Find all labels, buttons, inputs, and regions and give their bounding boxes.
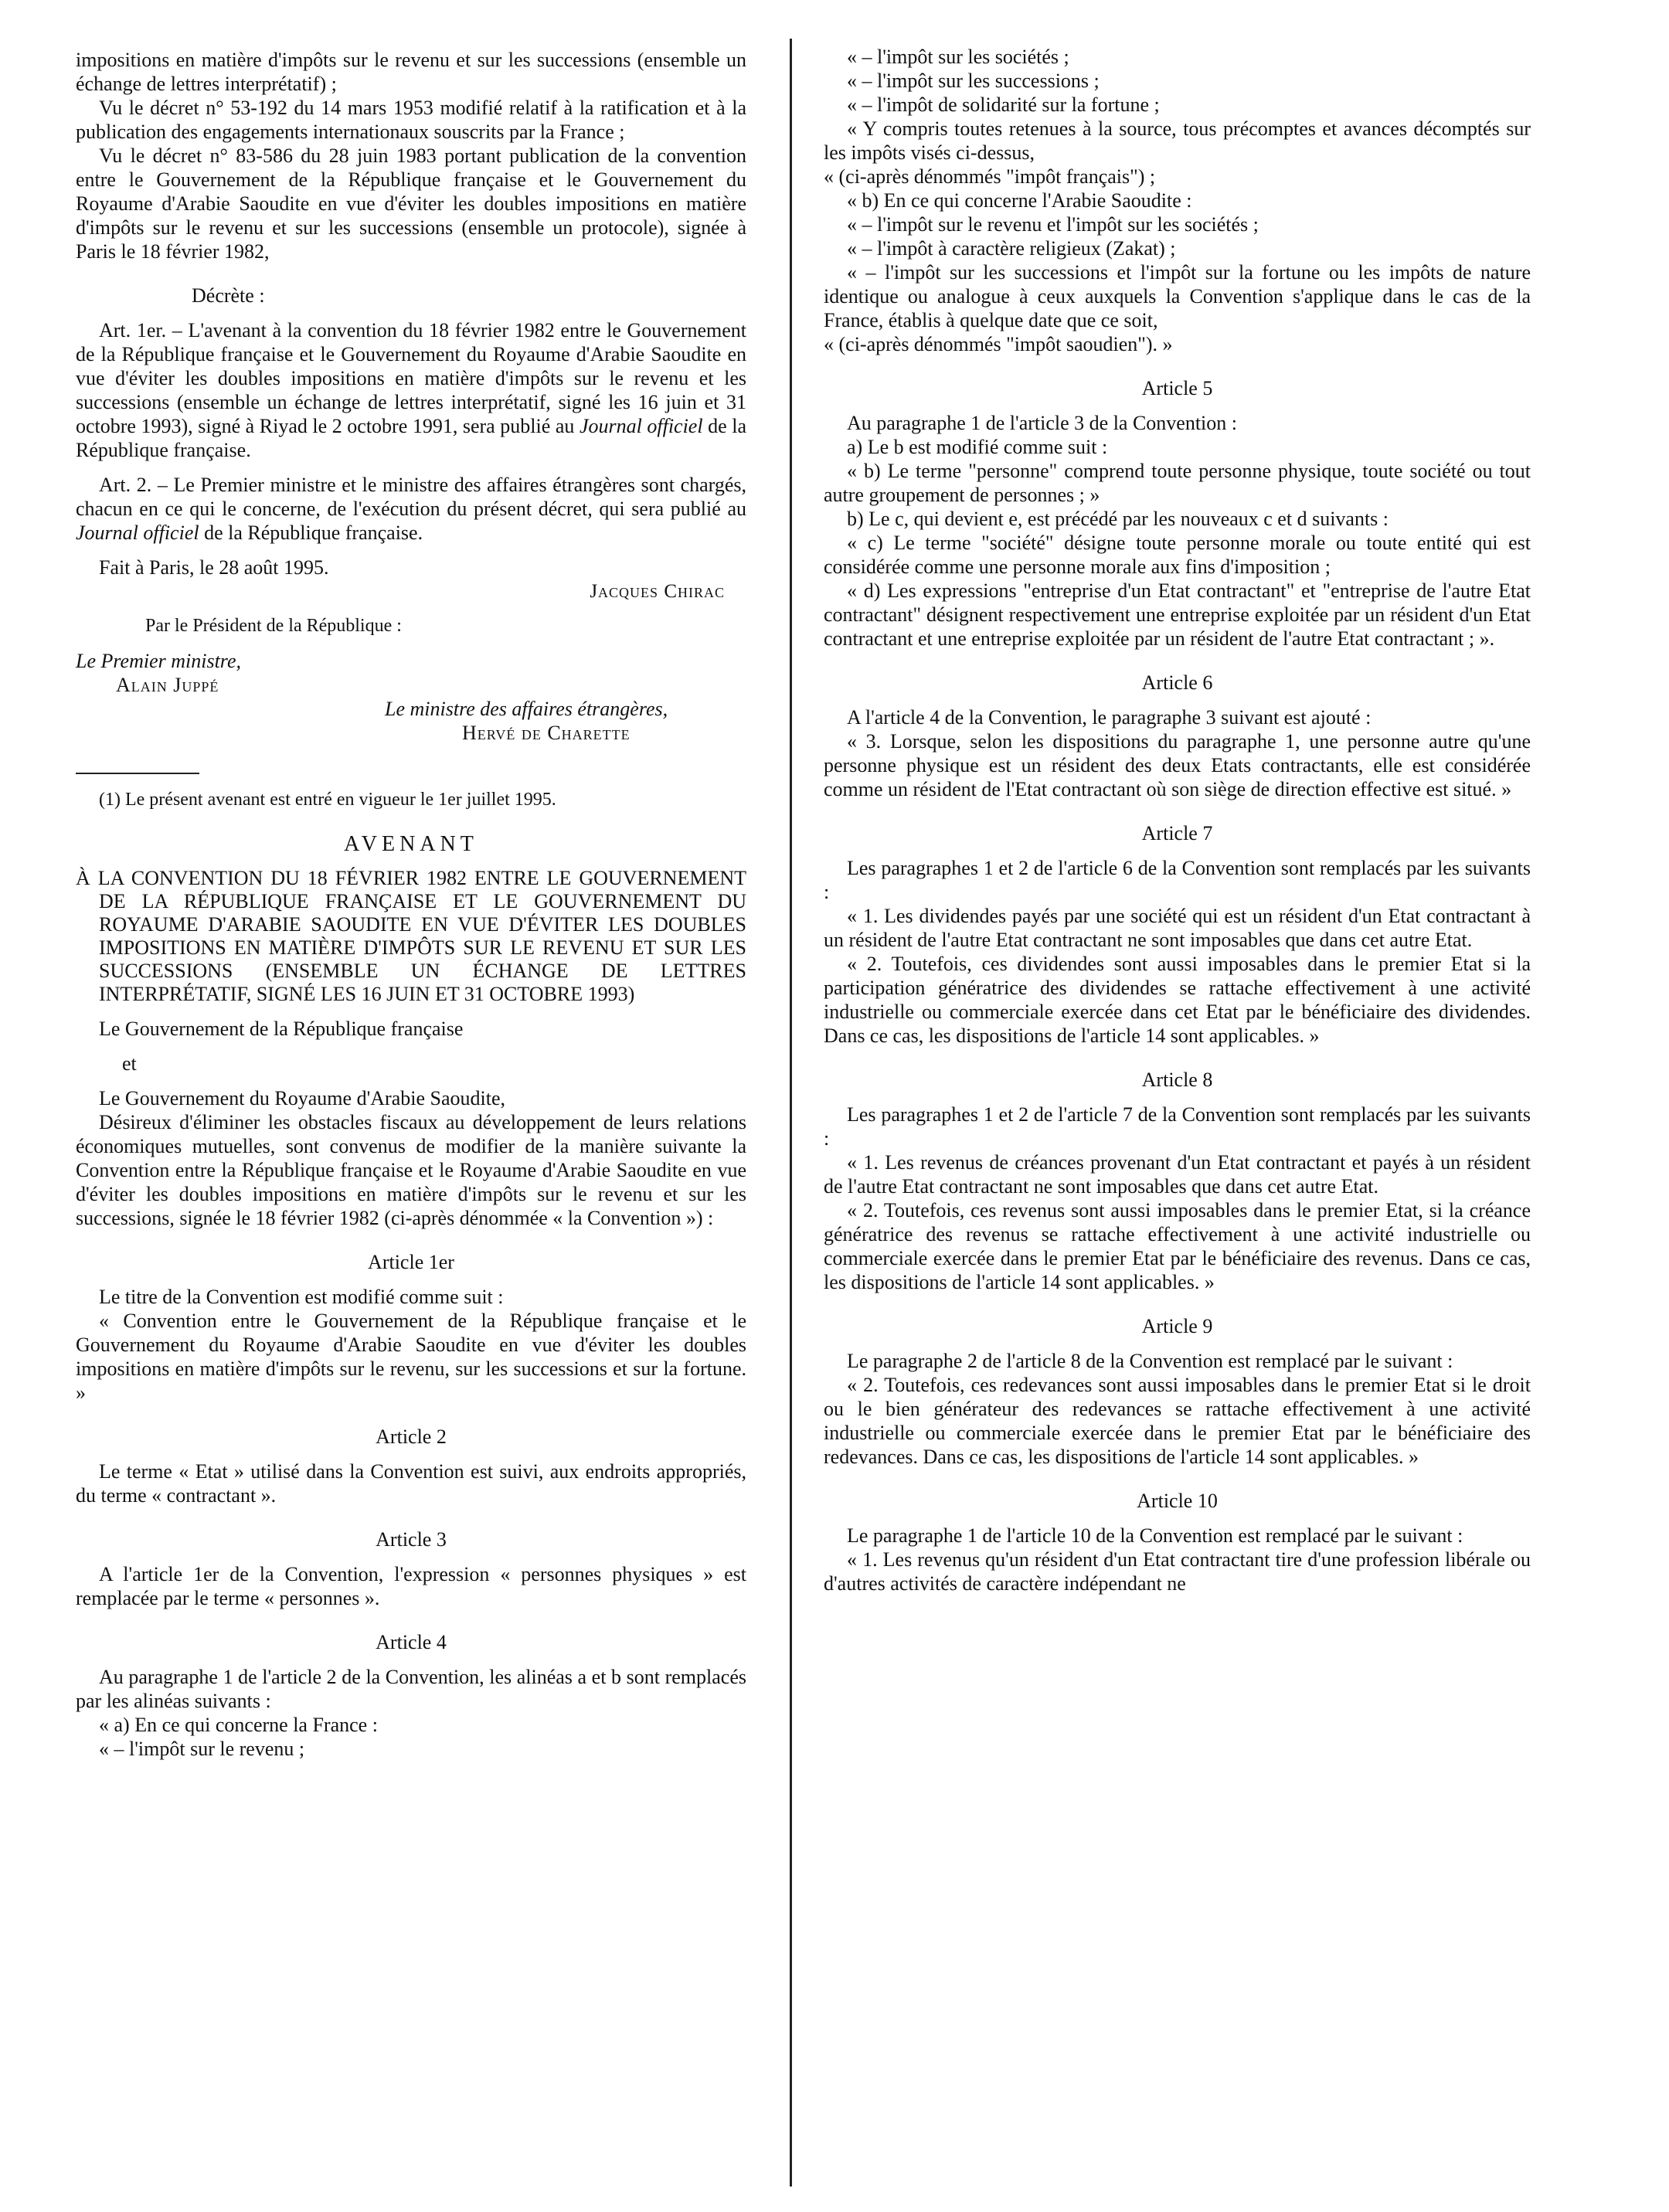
paragraph: A l'article 4 de la Convention, le paragraphe 3 suivant est ajouté :	[847, 706, 1372, 729]
article-heading: Article 5	[1141, 377, 1213, 399]
paragraph: « 2. Toutefois, ces redevances sont aussi imposables dans le premier Etat si le droit ou le bien générateur des redevances se rattache effectivement à une activité industrielle ou commerciale exercée dans le premier Etat par le bénéficiaire des redevances. Dans ce cas, les dispositions de l'article 14 sont applicables. »	[824, 1374, 1531, 1468]
paragraph: Le paragraphe 2 de l'article 8 de la Convention est remplacé par le suivant :	[847, 1350, 1453, 1372]
right-column	[824, 45, 1531, 1595]
paragraph: Vu le décret n° 53-192 du 14 mars 1953 modifié relatif à la ratification et à la publication des engagements internationaux souscrits par la France ;	[76, 97, 746, 143]
paragraph: « 2. Toutefois, ces dividendes sont aussi imposables dans le premier Etat si la participation génératrice des dividendes se rattache effectivement à une activité industrielle ou commerciale exercée dans cet Etat par le bénéficiaire des dividendes. Dans ce cas, les dispositions de l'article 14 sont applicables. »	[824, 953, 1531, 1047]
journal-officiel-ref: Journal officiel	[76, 522, 199, 544]
article-label: Art. 1er.	[99, 319, 167, 341]
paragraph: Le titre de la Convention est modifié comme suit :	[99, 1286, 504, 1308]
column-divider	[790, 39, 792, 2187]
footnote: (1) Le présent avenant est entré en vigueur le 1er juillet 1995.	[99, 790, 556, 810]
paragraph: « b) Le terme "personne" comprend toute personne physique, toute société ou tout autre groupement de personnes ; »	[824, 460, 1531, 506]
article-text: – L'avenant à la convention du 18 février 1982 entre le Gouvernement de la République française et le Gouvernement du Royaume d'Arabie Saoudite en vue d'éviter les doubles impositions en matière d'impôts sur le revenu et les successions (ensemble un échange de lettres interprétatif, signé les 16 juin et 31 octobre 1993), signé à Riyad le 2 octobre 1991, sera publié au	[76, 319, 747, 437]
paragraph: « 1. Les revenus de créances provenant d'un Etat contractant et payés à un résident de l'autre Etat contractant ne sont imposables que dans cet autre Etat.	[824, 1151, 1531, 1198]
desireux-paragraph: Désireux d'éliminer les obstacles fiscaux au développement de leurs relations économiques mutuelles, sont convenus de modifier de la manière suivante la Convention entre la République française et le Royaume d'Arabie Saoudite en vue d'éviter les doubles impositions en matière d'impôts sur le revenu et sur les successions, signée le 18 février 1982 (ci-après dénommée « la Convention ») :	[76, 1111, 746, 1229]
et: et	[122, 1052, 137, 1075]
paragraph: « a) En ce qui concerne la France :	[99, 1714, 378, 1736]
article-text-end: de la République française.	[76, 415, 746, 461]
paragraph: a) Le b est modifié comme suit :	[847, 436, 1108, 458]
article-heading: Article 6	[1141, 671, 1213, 694]
article-heading: Article 3	[376, 1528, 447, 1551]
gov-sa: Le Gouvernement du Royaume d'Arabie Saoudite,	[99, 1087, 505, 1109]
decrete-heading: Décrète :	[192, 284, 265, 307]
article-heading: Article 9	[1141, 1315, 1213, 1337]
paragraph: Les paragraphes 1 et 2 de l'article 7 de la Convention sont remplacés par les suivants :	[824, 1103, 1531, 1150]
list-item: « – l'impôt sur les successions ;	[847, 70, 1100, 92]
par-le-president: Par le Président de la République :	[145, 616, 402, 636]
paragraph: « 3. Lorsque, selon les dispositions du paragraphe 1, une personne autre qu'une personne physique est un résident des deux Etats contractants, elle est considérée comme un résident de l'Etat contractant où son siège de direction effective est situé. »	[824, 730, 1531, 800]
paragraph: impositions en matière d'impôts sur le revenu et sur les successions (ensemble un échange de lettres interprétatif) ;	[76, 49, 746, 95]
article-heading: Article 7	[1141, 822, 1213, 844]
paragraph: Vu le décret n° 83-586 du 28 juin 1983 portant publication de la convention entre le Gouvernement de la République française et le Gouvernement du Royaume d'Arabie Saoudite en vue d'éviter les doubles impositions en matière d'impôts sur le revenu et sur les successions (ensemble un protocole), signée à Paris le 18 février 1982,	[76, 144, 746, 263]
left-column	[76, 48, 746, 1761]
paragraph: Les paragraphes 1 et 2 de l'article 6 de la Convention sont remplacés par les suivants :	[824, 857, 1531, 903]
article-2-decree	[76, 473, 746, 545]
list-item: « – l'impôt sur le revenu et l'impôt sur les sociétés ;	[847, 213, 1259, 236]
article-heading: Article 2	[376, 1425, 447, 1448]
paragraph: A l'article 1er de la Convention, l'expression « personnes physiques » est remplacée par le terme « personnes ».	[76, 1563, 746, 1609]
premier-ministre-name: Alain Juppé	[116, 674, 219, 696]
ministre-ae-title: Le ministre des affaires étrangères,	[385, 698, 668, 720]
paragraph: « (ci-après dénommés "impôt saoudien"). »	[824, 333, 1173, 355]
paragraph: « 1. Les revenus qu'un résident d'un Etat contractant tire d'une profession libérale ou d'autres activités de caractère indépendant ne	[824, 1548, 1531, 1595]
article-text: Art. 2. – Le Premier ministre et le ministre des affaires étrangères sont chargés, chacun en ce qui le concerne, de l'exécution du présent décret, qui sera publié au	[76, 474, 746, 520]
paragraph: « – l'impôt sur le revenu ;	[99, 1738, 305, 1760]
article-heading: Article 1er	[368, 1251, 454, 1273]
journal-officiel-ref: Journal officiel	[579, 415, 703, 437]
paragraph: b) Le c, qui devient e, est précédé par les nouveaux c et d suivants :	[847, 508, 1389, 530]
paragraph: « c) Le terme "société" désigne toute personne morale ou toute entité qui est considérée comme une personne morale aux fins d'imposition ;	[824, 532, 1531, 578]
paragraph: Au paragraphe 1 de l'article 3 de la Convention :	[847, 412, 1238, 434]
paragraph: Au paragraphe 1 de l'article 2 de la Convention, les alinéas a et b sont remplacés par les alinéas suivants :	[76, 1666, 746, 1712]
paragraph: Le paragraphe 1 de l'article 10 de la Convention est remplacé par le suivant :	[847, 1524, 1463, 1547]
article-heading: Article 8	[1141, 1069, 1213, 1091]
list-item: « – l'impôt sur les sociétés ;	[847, 46, 1069, 68]
paragraph: « (ci-après dénommés "impôt français") ;	[824, 165, 1156, 188]
ministre-ae-name: Hervé de Charette	[462, 722, 631, 744]
fait-a-paris: Fait à Paris, le 28 août 1995.	[99, 556, 329, 579]
paragraph: « 1. Les dividendes payés par une société qui est un résident d'un Etat contractant à un résident de l'autre Etat contractant ne sont imposables que dans cet autre Etat.	[824, 905, 1531, 951]
list-item: « – l'impôt à caractère religieux (Zakat) ;	[847, 237, 1176, 260]
paragraph: « d) Les expressions "entreprise d'un Etat contractant" et "entreprise de l'autre Etat contractant" désignent respectivement une entreprise exploitée par un résident d'un Etat contractant et une entreprise exploitée par un résident de l'autre Etat contractant ; ».	[824, 579, 1531, 650]
paragraph: « Y compris toutes retenues à la source, tous précomptes et avances décomptés sur les impôts visés ci-dessus,	[824, 117, 1531, 164]
paragraph: « Convention entre le Gouvernement de la République française et le Gouvernement du Royaume d'Arabie Saoudite en vue d'éviter les doubles impositions en matière d'impôts sur le revenu, sur les successions et sur la fortune. »	[76, 1310, 746, 1404]
article-heading: Article 4	[376, 1631, 447, 1653]
paragraph: « b) En ce qui concerne l'Arabie Saoudite :	[847, 189, 1192, 212]
paragraph: Le terme « Etat » utilisé dans la Convention est suivi, aux endroits appropriés, du terme « contractant ».	[76, 1460, 746, 1507]
article-1-decree	[76, 318, 746, 462]
list-item: « – l'impôt sur les successions et l'impôt sur la fortune ou les impôts de nature identique ou analogue à ceux auxquels la Convention s'applique dans le cas de la France, établis à quelque date que ce soit,	[824, 261, 1531, 331]
avenant-subtitle: À LA CONVENTION DU 18 FÉVRIER 1982 ENTRE LE GOUVERNEMENT DE LA RÉPUBLIQUE FRANÇAISE ET LE GOUVERNEMENT DU ROYAUME D'ARABIE SAOUDITE EN VUE D'ÉVITER LES DOUBLES IMPOSITIONS EN MATIÈRE D'IMPÔTS SUR LE REVENU ET SUR LES SUCCESSIONS (ENSEMBLE UN ÉCHANGE DE LETTRES INTERPRÉTATIF, SIGNÉ LES 16 JUIN ET 31 OCTOBRE 1993)	[76, 867, 746, 1005]
list-item: « – l'impôt de solidarité sur la fortune ;	[847, 93, 1160, 116]
article-heading: Article 10	[1137, 1490, 1218, 1512]
premier-ministre-title: Le Premier ministre,	[76, 650, 241, 672]
paragraph: « 2. Toutefois, ces revenus sont aussi imposables dans le premier Etat, si la créance génératrice des revenus se rattache effectivement à une activité industrielle ou commerciale exercée dans le premier Etat par le bénéficiaire des revenus. Dans ce cas, les dispositions de l'article 14 sont applicables. »	[824, 1199, 1531, 1293]
avenant-title: AVENANT	[344, 832, 478, 856]
footnote-rule	[76, 773, 199, 774]
signature-chirac: Jacques Chirac	[590, 581, 725, 602]
gov-fr: Le Gouvernement de la République française	[99, 1018, 464, 1040]
article-text-end: de la République française.	[204, 522, 423, 544]
